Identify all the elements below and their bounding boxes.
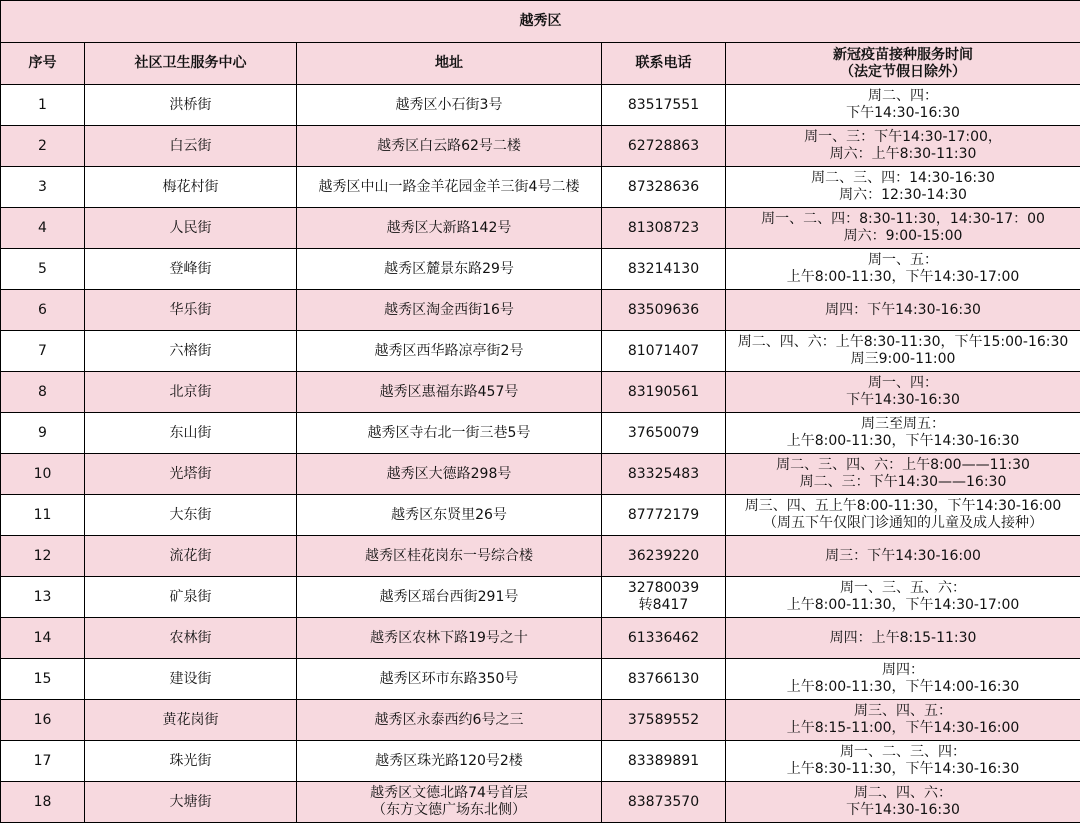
center-name: 白云街 bbox=[85, 126, 297, 167]
address bbox=[297, 167, 602, 208]
center-name: 洪桥街 bbox=[85, 85, 297, 126]
phone bbox=[602, 85, 726, 126]
phone-line: 87772179 bbox=[627, 506, 700, 523]
table-row bbox=[1, 659, 1080, 700]
service-time-line: 上午8:30-11:30，下午14:30-16:30 bbox=[786, 761, 1020, 777]
phone-line: 37650079 bbox=[627, 424, 700, 441]
service-time-line: （周五下午仅限门诊通知的儿童及成人接种） bbox=[763, 515, 1044, 531]
address-line: 越秀区桂花岗东一号综合楼 bbox=[365, 547, 533, 564]
address-line: 越秀区环市东路350号 bbox=[379, 670, 519, 687]
address bbox=[297, 700, 602, 741]
address-line: 越秀区农林下路19号之十 bbox=[370, 629, 528, 646]
header-phone: 联系电话 bbox=[602, 43, 726, 85]
service-time-line: 周一、三、五、六： bbox=[840, 580, 967, 596]
phone-line: 83214130 bbox=[627, 260, 700, 277]
table-row bbox=[1, 454, 1080, 495]
address-line: 越秀区东贤里26号 bbox=[391, 506, 507, 523]
phone-line: 83766130 bbox=[627, 670, 700, 687]
row-number: 1 bbox=[1, 85, 85, 126]
service-time bbox=[726, 167, 1080, 208]
service-time-line: 周三、四、五： bbox=[854, 703, 953, 719]
phone bbox=[602, 536, 726, 577]
row-number: 2 bbox=[1, 126, 85, 167]
address bbox=[297, 331, 602, 372]
service-time bbox=[726, 249, 1080, 290]
service-time-line: 周一、二、四：8:30-11:30，14:30-17：00 bbox=[761, 211, 1045, 227]
service-time-line: 下午14:30-16:30 bbox=[846, 105, 960, 121]
row-number: 9 bbox=[1, 413, 85, 454]
table-body bbox=[1, 85, 1080, 823]
address-line: 越秀区瑶台西街291号 bbox=[379, 588, 519, 605]
center-name: 东山街 bbox=[85, 413, 297, 454]
table-title: 越秀区 bbox=[1, 1, 1080, 43]
address bbox=[297, 659, 602, 700]
row-number: 12 bbox=[1, 536, 85, 577]
phone bbox=[602, 208, 726, 249]
center-name: 华乐街 bbox=[85, 290, 297, 331]
address bbox=[297, 782, 602, 823]
service-time bbox=[726, 495, 1080, 536]
row-number: 11 bbox=[1, 495, 85, 536]
table-row bbox=[1, 290, 1080, 331]
address-line: 越秀区大新路142号 bbox=[386, 219, 512, 236]
service-time-line: 周一、三：下午14:30-17:00， bbox=[804, 129, 1002, 145]
service-time-line: 周一、五： bbox=[868, 252, 939, 268]
address bbox=[297, 495, 602, 536]
phone bbox=[602, 741, 726, 782]
service-time-line: 周二、四、六： bbox=[854, 785, 953, 801]
service-time bbox=[726, 413, 1080, 454]
table-row bbox=[1, 126, 1080, 167]
service-time-line: 周三：下午14:30-16:00 bbox=[825, 547, 981, 564]
table-row bbox=[1, 700, 1080, 741]
table-row bbox=[1, 413, 1080, 454]
phone bbox=[602, 331, 726, 372]
row-number: 6 bbox=[1, 290, 85, 331]
service-time bbox=[726, 372, 1080, 413]
service-time-line: 下午14:30-16:30 bbox=[846, 802, 960, 818]
phone bbox=[602, 659, 726, 700]
service-time-line: 周三至周五： bbox=[861, 416, 946, 432]
service-time bbox=[726, 331, 1080, 372]
center-name: 矿泉街 bbox=[85, 577, 297, 618]
service-time-line: 周二、四、六：上午8:30-11:30，下午15:00-16:30 bbox=[737, 334, 1069, 350]
address-line: 越秀区大德路298号 bbox=[386, 465, 512, 482]
table-row bbox=[1, 536, 1080, 577]
center-name: 梅花村街 bbox=[85, 167, 297, 208]
table-row bbox=[1, 208, 1080, 249]
row-number: 14 bbox=[1, 618, 85, 659]
phone-line: 83325483 bbox=[627, 465, 700, 482]
phone bbox=[602, 782, 726, 823]
phone bbox=[602, 126, 726, 167]
address bbox=[297, 85, 602, 126]
header-service-time bbox=[726, 43, 1080, 85]
address bbox=[297, 208, 602, 249]
phone bbox=[602, 577, 726, 618]
phone bbox=[602, 290, 726, 331]
service-time bbox=[726, 536, 1080, 577]
address-line: （东方文德广场东北侧） bbox=[372, 802, 526, 818]
title-row bbox=[1, 1, 1080, 43]
service-time-line: 周二、四： bbox=[868, 88, 939, 104]
service-time bbox=[726, 782, 1080, 823]
table-row bbox=[1, 577, 1080, 618]
address bbox=[297, 577, 602, 618]
service-time-line: 周二、三：下午14:30——16:30 bbox=[799, 474, 1007, 490]
center-name: 大塘街 bbox=[85, 782, 297, 823]
center-name: 农林街 bbox=[85, 618, 297, 659]
phone-line: 83517551 bbox=[627, 96, 700, 113]
service-time bbox=[726, 618, 1080, 659]
address bbox=[297, 741, 602, 782]
phone-line: 32780039 bbox=[627, 580, 700, 596]
address-line: 越秀区文德北路74号首层 bbox=[370, 785, 528, 801]
header-address: 地址 bbox=[297, 43, 602, 85]
address-line: 越秀区麓景东路29号 bbox=[384, 260, 514, 277]
service-time-line: 上午8:15-11:00，下午14:30-16:00 bbox=[786, 720, 1020, 736]
table-row bbox=[1, 249, 1080, 290]
service-time-line: 下午14:30-16:30 bbox=[846, 392, 960, 408]
table-row bbox=[1, 167, 1080, 208]
row-number: 13 bbox=[1, 577, 85, 618]
row-number: 5 bbox=[1, 249, 85, 290]
service-time bbox=[726, 577, 1080, 618]
phone bbox=[602, 413, 726, 454]
service-time-line: 周二、三、四、六：上午8:00——11:30 bbox=[776, 457, 1030, 473]
table-row bbox=[1, 618, 1080, 659]
center-name: 北京街 bbox=[85, 372, 297, 413]
phone-line: 87328636 bbox=[627, 178, 700, 195]
table-row bbox=[1, 85, 1080, 126]
address-line: 越秀区白云路62号二楼 bbox=[377, 137, 521, 154]
header-service-time-line1: 新冠疫苗接种服务时间 bbox=[833, 46, 974, 63]
row-number: 10 bbox=[1, 454, 85, 495]
address bbox=[297, 413, 602, 454]
table-row bbox=[1, 782, 1080, 823]
phone-line: 83873570 bbox=[627, 793, 700, 810]
service-time-line: 周六：上午8:30-11:30 bbox=[829, 146, 977, 162]
center-name: 流花街 bbox=[85, 536, 297, 577]
service-time-line: 周一、四： bbox=[868, 375, 939, 391]
phone-line: 62728863 bbox=[627, 137, 700, 154]
address-line: 越秀区珠光路120号2楼 bbox=[375, 752, 523, 769]
phone bbox=[602, 700, 726, 741]
row-number: 16 bbox=[1, 700, 85, 741]
table-row bbox=[1, 372, 1080, 413]
row-number: 15 bbox=[1, 659, 85, 700]
phone-line: 36239220 bbox=[627, 547, 700, 564]
phone-line: 37589552 bbox=[627, 711, 700, 728]
service-time bbox=[726, 208, 1080, 249]
service-time-line: 上午8:00-11:30，下午14:30-17:00 bbox=[786, 597, 1020, 613]
service-time-line: 周四：上午8:15-11:30 bbox=[829, 629, 977, 646]
address bbox=[297, 618, 602, 659]
phone bbox=[602, 495, 726, 536]
row-number: 7 bbox=[1, 331, 85, 372]
address bbox=[297, 126, 602, 167]
address bbox=[297, 290, 602, 331]
center-name: 大东街 bbox=[85, 495, 297, 536]
table-row bbox=[1, 741, 1080, 782]
center-name: 黄花岗街 bbox=[85, 700, 297, 741]
service-time-line: 周二、三、四：14:30-16:30 bbox=[811, 170, 995, 186]
service-time-line: 周四：下午14:30-16:30 bbox=[825, 301, 981, 318]
address-line: 越秀区惠福东路457号 bbox=[379, 383, 519, 400]
header-center: 社区卫生服务中心 bbox=[85, 43, 297, 85]
row-number: 8 bbox=[1, 372, 85, 413]
header-no: 序号 bbox=[1, 43, 85, 85]
service-time bbox=[726, 659, 1080, 700]
row-number: 4 bbox=[1, 208, 85, 249]
service-time bbox=[726, 700, 1080, 741]
phone bbox=[602, 618, 726, 659]
address bbox=[297, 249, 602, 290]
phone-line: 81071407 bbox=[627, 342, 700, 359]
service-time bbox=[726, 454, 1080, 495]
table-row bbox=[1, 495, 1080, 536]
row-number: 17 bbox=[1, 741, 85, 782]
center-name: 光塔街 bbox=[85, 454, 297, 495]
address-line: 越秀区中山一路金羊花园金羊三街4号二楼 bbox=[318, 178, 580, 195]
center-name: 六榕街 bbox=[85, 331, 297, 372]
service-time-line: 周三、四、五上午8:00-11:30，下午14:30-16:00 bbox=[744, 498, 1062, 514]
address bbox=[297, 454, 602, 495]
address-line: 越秀区永泰西约6号之三 bbox=[374, 711, 524, 728]
phone bbox=[602, 249, 726, 290]
phone-line: 81308723 bbox=[627, 219, 700, 236]
center-name: 人民街 bbox=[85, 208, 297, 249]
center-name: 建设街 bbox=[85, 659, 297, 700]
address-line: 越秀区西华路凉亭街2号 bbox=[374, 342, 524, 359]
center-name: 登峰街 bbox=[85, 249, 297, 290]
service-time-line: 周六：9:00-15:00 bbox=[843, 228, 963, 244]
address-line: 越秀区寺右北一街三巷5号 bbox=[367, 424, 531, 441]
service-time bbox=[726, 290, 1080, 331]
service-time-line: 上午8:00-11:30，下午14:30-17:00 bbox=[786, 269, 1020, 285]
phone bbox=[602, 454, 726, 495]
header-row bbox=[1, 43, 1080, 85]
phone-line: 61336462 bbox=[627, 629, 700, 646]
service-time bbox=[726, 741, 1080, 782]
service-time-line: 周三9:00-11:00 bbox=[850, 351, 956, 367]
service-time-line: 周六：12:30-14:30 bbox=[839, 187, 967, 203]
address-line: 越秀区淘金西街16号 bbox=[384, 301, 514, 318]
phone bbox=[602, 167, 726, 208]
phone bbox=[602, 372, 726, 413]
phone-line: 83389891 bbox=[627, 752, 700, 769]
phone-line: 83509636 bbox=[627, 301, 700, 318]
address bbox=[297, 372, 602, 413]
service-time-line: 上午8:00-11:30，下午14:30-16:30 bbox=[786, 433, 1020, 449]
service-time-line: 周一、二、三、四： bbox=[840, 744, 967, 760]
service-time bbox=[726, 85, 1080, 126]
service-time-line: 周四： bbox=[882, 662, 925, 678]
row-number: 18 bbox=[1, 782, 85, 823]
address-line: 越秀区小石街3号 bbox=[395, 96, 503, 113]
phone-line: 转8417 bbox=[638, 597, 689, 613]
service-time-line: 上午8:00-11:30，下午14:00-16:30 bbox=[786, 679, 1020, 695]
table-row bbox=[1, 331, 1080, 372]
row-number: 3 bbox=[1, 167, 85, 208]
phone-line: 83190561 bbox=[627, 383, 700, 400]
header-service-time-line2: （法定节假日除外） bbox=[840, 63, 967, 80]
center-name: 珠光街 bbox=[85, 741, 297, 782]
address bbox=[297, 536, 602, 577]
service-time bbox=[726, 126, 1080, 167]
